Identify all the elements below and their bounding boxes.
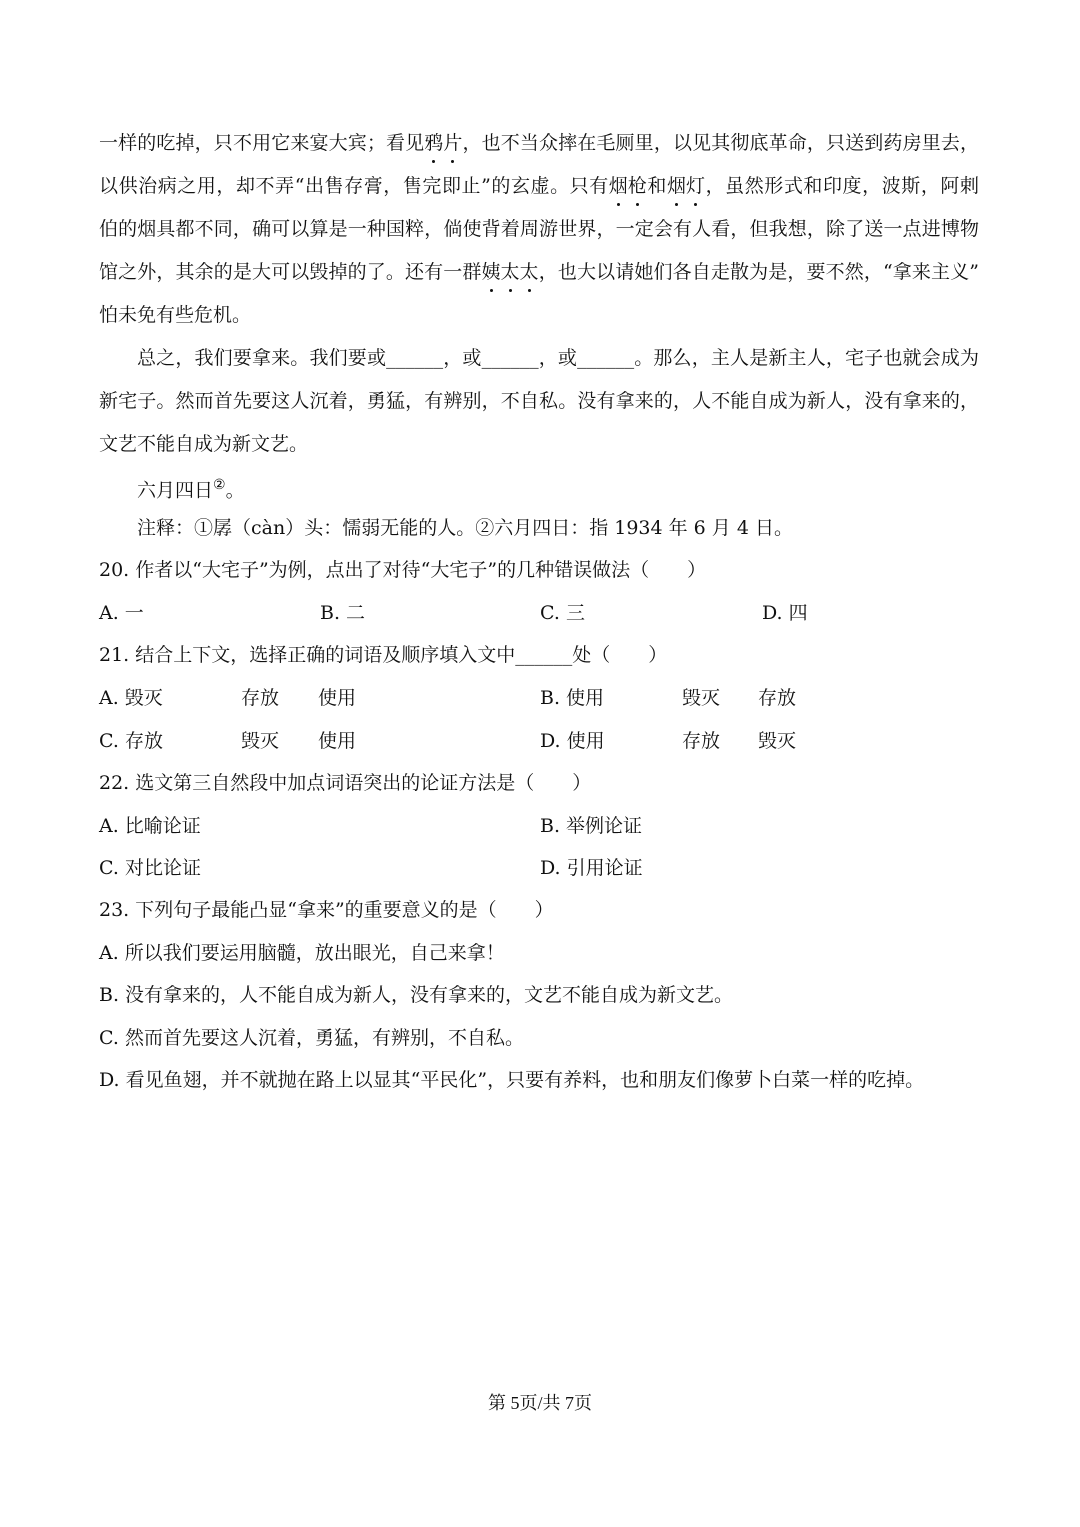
question-23-option-b[interactable]: B. 没有拿来的，人不能自成为新人，没有拿来的，文艺不能自成为新文艺。 xyxy=(99,984,734,1006)
passage-line: 新宅子。然而首先要这人沉着，勇猛，有辨别，不自私。没有拿来的，人不能自成为新人，没有拿来的， xyxy=(99,390,979,412)
passage-line: 怕未免有些危机。 xyxy=(99,304,252,326)
emphasis-char: 枪 xyxy=(628,171,647,201)
question-22-option-a[interactable]: A. 比喻论证 xyxy=(99,815,201,837)
question-23-option-a[interactable]: A. 所以我们要运用脑髓，放出眼光，自己来拿！ xyxy=(99,942,505,964)
question-21-option-d[interactable]: D. 使用 xyxy=(540,730,605,752)
option-word: 毁灭 xyxy=(241,730,280,752)
question-21-option-b[interactable]: B. 使用 xyxy=(540,687,605,709)
option-word: 存放 xyxy=(758,687,797,709)
emphasis-char: 烟 xyxy=(609,171,628,201)
question-20-stem: 20. 作者以“大宅子”为例，点出了对待“大宅子”的几种错误做法（ ） xyxy=(99,559,707,581)
emphasis-char: 姨 xyxy=(482,257,501,287)
option-word: 存放 xyxy=(682,730,721,752)
question-20-option-d[interactable]: D. 四 xyxy=(762,602,808,624)
emphasis-char: 烟 xyxy=(667,171,686,201)
passage-notes: 注释：①孱（càn）头：懦弱无能的人。②六月四日：指 1934 年 6 月 4 日。 xyxy=(137,517,793,539)
passage-line: 以供治病之用，却不弄“出售存膏，售完即止”的玄虚。只有烟枪和烟灯，虽然形式和印度，波斯，阿剌 xyxy=(99,171,979,201)
question-23-stem: 23. 下列句子最能凸显“拿来”的重要意义的是（ ） xyxy=(99,899,554,921)
question-22-stem: 22. 选文第三自然段中加点词语突出的论证方法是（ ） xyxy=(99,772,592,794)
option-word: 使用 xyxy=(318,687,357,709)
page-number: 第 5页/共 7页 xyxy=(487,1393,592,1413)
option-word: 毁灭 xyxy=(758,730,797,752)
question-20-option-c[interactable]: C. 三 xyxy=(540,602,585,624)
question-20-option-a[interactable]: A. 一 xyxy=(99,602,144,624)
footnote-mark: ② xyxy=(213,477,226,493)
emphasis-char: 太 xyxy=(501,257,520,287)
question-23-option-c[interactable]: C. 然而首先要这人沉着，勇猛，有辨别，不自私。 xyxy=(99,1027,524,1049)
question-21-option-c[interactable]: C. 存放 xyxy=(99,730,163,752)
option-word: 存放 xyxy=(241,687,280,709)
emphasis-char: 片 xyxy=(443,128,462,158)
emphasis-char: 太 xyxy=(520,257,539,287)
passage-line: 伯的烟具都不同，确可以算是一种国粹，倘使背着周游世界，一定会有人看，但我想，除了送一点进博物 xyxy=(99,218,979,240)
question-22-option-b[interactable]: B. 举例论证 xyxy=(540,815,643,837)
emphasis-char: 灯 xyxy=(686,171,705,201)
emphasis-char: 鸦 xyxy=(424,128,443,158)
question-23-option-d[interactable]: D. 看见鱼翅，并不就抛在路上以显其“平民化”，只要有养料，也和朋友们像萝卜白菜一样的吃掉。 xyxy=(99,1069,925,1091)
passage-date: 六月四日②。 xyxy=(137,477,245,502)
passage-line: 一样的吃掉，只不用它来宴大宾；看见鸦片，也不当众摔在毛厕里，以见其彻底革命，只送到药房里去， xyxy=(99,128,979,158)
question-21-option-a[interactable]: A. 毁灭 xyxy=(99,687,163,709)
question-22-option-d[interactable]: D. 引用论证 xyxy=(540,857,643,879)
question-20-option-b[interactable]: B. 二 xyxy=(320,602,366,624)
option-word: 使用 xyxy=(318,730,357,752)
passage-line: 总之，我们要拿来。我们要或______，或______，或______。那么，主人是新主人，宅子也就会成为 xyxy=(137,347,979,369)
question-21-stem: 21. 结合上下文，选择正确的词语及顺序填入文中______处（ ） xyxy=(99,644,668,666)
passage-line: 文艺不能自成为新文艺。 xyxy=(99,433,309,455)
passage-line: 馆之外，其余的是大可以毁掉的了。还有一群姨太太，也大以请她们各自走散为是，要不然，“拿来主义” xyxy=(99,257,979,287)
question-22-option-c[interactable]: C. 对比论证 xyxy=(99,857,201,879)
option-word: 毁灭 xyxy=(682,687,721,709)
